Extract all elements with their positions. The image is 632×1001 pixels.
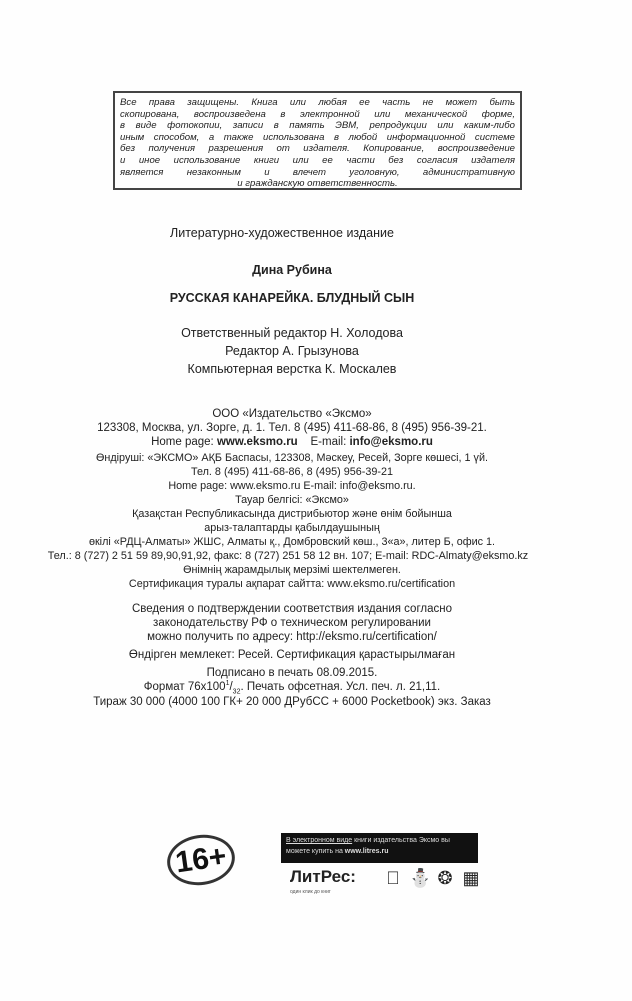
email-link[interactable]: info@eksmo.ru <box>349 436 433 448</box>
litres-logo: ЛитРес: <box>290 867 356 886</box>
litres-text: В электронном виде <box>286 837 353 844</box>
age-rating-badge <box>164 831 238 890</box>
windows-icon: ▦ <box>462 868 480 888</box>
credit-line: Компьютерная верстка К. Москалев <box>187 362 397 376</box>
notice-line: Все права защищены. Книга или любая ее часть не может быть <box>120 97 515 108</box>
kz-line: Тел.: 8 (727) 2 51 59 89,90,91,92, факс: 8 (727) 251 58 12 вн. 107; E-mail: RDC-Almaty@eksmo.kz <box>47 550 529 562</box>
kz-line: Сертификация туралы ақпарат сайтта: www.eksmo.ru/certification <box>128 578 456 590</box>
apple-icon <box>383 867 403 889</box>
windows-media-icon: ❂ <box>437 868 453 888</box>
run-line: Тираж 30 000 (4000 100 ГК+ 20 000 ДРубСС + 6000 Pocketbook) экз. Заказ <box>93 696 491 708</box>
kz-line: Тауар белгісі: «Эксмо» <box>235 494 349 506</box>
age-rating: 16+ <box>173 839 229 880</box>
litres-text: книги издательства Эксмо вы можете купить на <box>286 837 450 855</box>
format-sup: 1 <box>225 680 230 688</box>
kz-line: Өндіруші: «ЭКСМО» АҚБ Баспасы, 123308, Мәскеу, Ресей, Зорге көшесі, 1 үй. <box>96 452 488 464</box>
edition-type: Литературно-художественное издание <box>170 226 394 240</box>
notice-line: и гражданскую ответственность. <box>237 178 398 190</box>
credit-line: Ответственный редактор Н. Холодова <box>181 326 403 340</box>
publisher-name: ООО «Издательство «Эксмо» <box>212 408 372 420</box>
email-label: E-mail: <box>310 436 350 448</box>
cert-line: можно получить по адресу: http://eksmo.ru/certification/ <box>147 631 437 643</box>
author: Дина Рубина <box>252 263 332 277</box>
format-text: . Печать офсетная. Усл. печ. л. 21,11. <box>240 681 441 693</box>
kz-line: арыз-талаптарды қабылдаушының <box>204 522 380 534</box>
notice-line: иным способом, а также использована в любой информационной системе <box>120 131 515 143</box>
litres-banner <box>281 833 478 863</box>
cert-line: законодательству РФ о техническом регулировании <box>153 617 431 629</box>
origin-line: Өндірген мемлекет: Ресей. Сертификация қарастырылмаған <box>128 649 456 661</box>
notice-line: и иное использование книги или ее части без согласия издателя <box>120 154 515 166</box>
book-title: РУССКАЯ КАНАРЕЙКА. БЛУДНЫЙ СЫН <box>169 291 415 305</box>
kz-line: өкілі «РДЦ-Алматы» ЖШС, Алматы қ., Домбровский көш., 3«а», литер Б, офис 1. <box>88 536 496 548</box>
publisher-address: 123308, Москва, ул. Зорге, д. 1. Тел. 8 (495) 411-68-86, 8 (495) 956-39-21. <box>97 422 487 434</box>
kz-line: Тел. 8 (495) 411-68-86, 8 (495) 956-39-21 <box>191 466 393 478</box>
notice-line: в виде фотокопии, записи в память ЭВМ, репродукции или каким-либо <box>120 120 515 132</box>
rights-notice <box>113 91 522 190</box>
format-text: Формат 76x100 <box>143 681 226 693</box>
kz-line: Қазақстан Республикасында дистрибьютор және өнім бойынша <box>132 508 452 520</box>
credit-line: Редактор А. Грызунова <box>225 344 359 358</box>
format-sub: 32 <box>232 688 241 696</box>
cert-line: Сведения о подтверждении соответствия издания согласно <box>132 603 452 615</box>
platform-icons <box>383 867 481 889</box>
litres-link[interactable]: www.litres.ru <box>344 848 389 855</box>
publisher-contacts <box>0 436 608 450</box>
home-label: Home page: <box>151 436 217 448</box>
format-line: Формат $76x100^1/_{32}$. Печать офсетная. Усл. печ. л. 21,11. <box>143 680 441 696</box>
notice-line: без получения разрешения от издателя. Копирование, воспроизведение <box>120 143 515 155</box>
notice-line: скопирована, воспроизведена в электронной или механической форме, <box>120 108 515 120</box>
notice-line: является незаконным и влечет уголовную, административную <box>120 166 515 178</box>
kz-line: Home page: www.eksmo.ru E-mail: info@eksmo.ru. <box>168 480 416 492</box>
signed-line: Подписано в печать 08.09.2015. <box>206 667 378 679</box>
kz-line: Өнімнің жарамдылық мерзімі шектелмеген. <box>183 564 401 576</box>
home-link[interactable]: www.eksmo.ru <box>216 436 298 448</box>
android-icon: ⛄ <box>409 868 432 888</box>
litres-slogan: один клик до книг <box>290 889 331 895</box>
